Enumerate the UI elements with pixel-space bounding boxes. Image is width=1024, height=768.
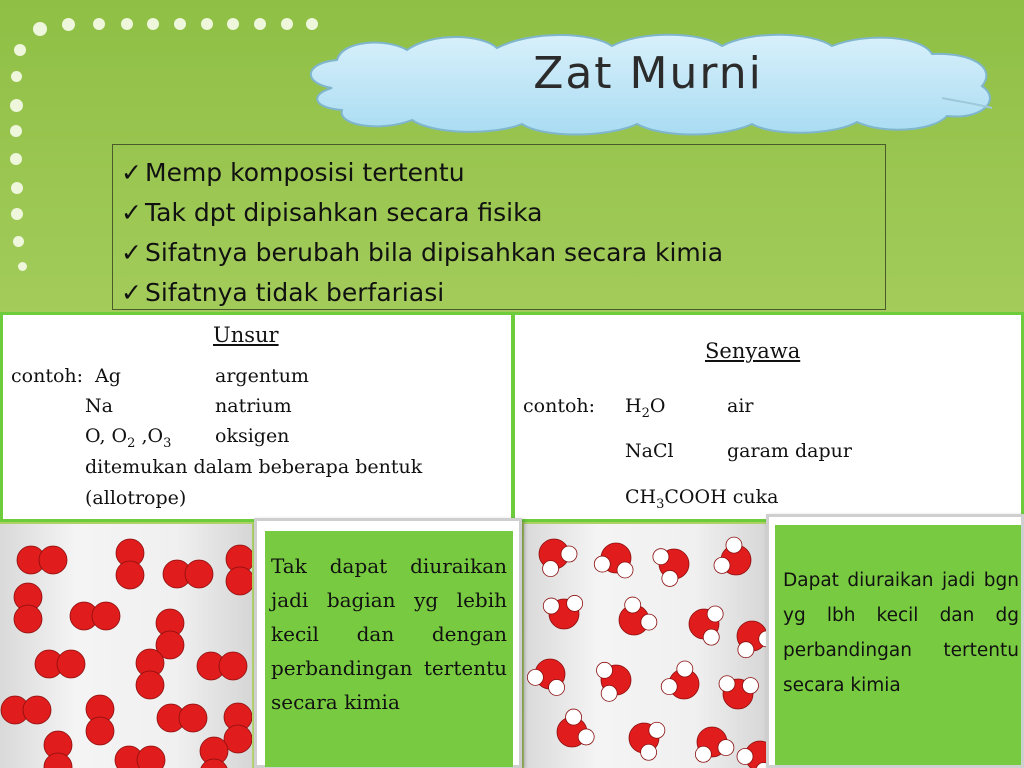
oxygen-atom [116, 561, 144, 589]
hydrogen-atom [543, 561, 559, 577]
property-item: ✓ Tak dpt dipisahkan secara fisika [121, 193, 885, 233]
hydrogen-atom [707, 606, 723, 622]
oxygen-atom [185, 560, 213, 588]
properties-box [112, 144, 886, 310]
oxygen-atom [179, 704, 207, 732]
checkmark-icon: ✓ [121, 198, 142, 227]
unsur-note-line1: ditemukan dalam beberapa bentuk [85, 456, 423, 478]
element-molecules-image [0, 524, 252, 768]
hydrogen-atom [695, 746, 711, 762]
senyawa-formula-h2o: $H_2O$ [625, 395, 666, 421]
unsur-symbol-oxygen: O, $O_2$ $,O_3$ [85, 425, 172, 451]
oxygen-atom [14, 605, 42, 633]
hydrogen-atom [677, 661, 693, 677]
hydrogen-atom [641, 614, 657, 630]
hydrogen-atom [567, 595, 583, 611]
senyawa-description-text: Dapat diuraikan jadi bgn yg lbh kecil dan dg perbandingan tertentu secara kimia [775, 525, 1021, 765]
hydrogen-atom [597, 662, 613, 678]
hydrogen-atom [594, 556, 610, 572]
senyawa-panel [512, 312, 1024, 522]
senyawa-name-garam: garam dapur [727, 440, 852, 462]
hydrogen-atom [527, 669, 543, 685]
senyawa-heading: Senyawa [705, 339, 801, 363]
oxygen-atom [57, 650, 85, 678]
hydrogen-atom [737, 748, 753, 764]
unsur-description-text: Tak dapat diuraikan jadi bagian yg lebih kecil dan dengan perbandingan tertentu secara kimia [265, 531, 513, 767]
oxygen-atom [226, 567, 252, 595]
unsur-description-card [254, 518, 522, 768]
hydrogen-atom [714, 557, 730, 573]
senyawa-description-card [766, 514, 1024, 768]
diatomic-molecules-illustration [0, 524, 252, 768]
checkmark-icon: ✓ [121, 238, 142, 267]
unsur-heading: Unsur [213, 323, 279, 347]
hydrogen-atom [742, 678, 758, 694]
hydrogen-atom [578, 729, 594, 745]
hydrogen-atom [703, 629, 719, 645]
unsur-contoh-label: contoh: [11, 365, 84, 387]
oxygen-atom [39, 546, 67, 574]
hydrogen-atom [653, 549, 669, 565]
hydrogen-atom [662, 570, 678, 586]
hydrogen-atom [617, 562, 633, 578]
oxygen-atom [137, 746, 165, 768]
senyawa-formula-nacl: NaCl [625, 440, 674, 462]
hydrogen-atom [649, 722, 665, 738]
property-item: ✓ Sifatnya tidak berfariasi [121, 273, 885, 313]
property-item: ✓ Memp komposisi tertentu [121, 153, 885, 193]
unsur-note-line2: (allotrope) [85, 487, 187, 509]
compound-molecules-image [524, 524, 768, 768]
unsur-name-oksigen: oksigen [215, 425, 290, 447]
unsur-symbol-ag: Ag [95, 365, 121, 387]
senyawa-name-air: air [727, 395, 754, 417]
oxygen-atom [92, 602, 120, 630]
hydrogen-atom [726, 537, 742, 553]
hydrogen-atom [625, 597, 641, 613]
hydrogen-atom [738, 642, 754, 658]
hydrogen-atom [543, 598, 559, 614]
oxygen-atom [219, 652, 247, 680]
hydrogen-atom [718, 740, 734, 756]
unsur-name-argentum: argentum [215, 365, 309, 387]
oxygen-atom [86, 717, 114, 745]
oxygen-atom [23, 696, 51, 724]
hydrogen-atom [641, 744, 657, 760]
senyawa-formula-acetic: $CH_3COOH$ cuka [625, 486, 779, 512]
hydrogen-atom [549, 679, 565, 695]
unsur-symbol-na: Na [85, 395, 113, 417]
page-title: Zat Murni [533, 48, 763, 99]
senyawa-contoh-label: contoh: [523, 395, 596, 417]
hydrogen-atom [561, 546, 577, 562]
hydrogen-atom [719, 676, 735, 692]
unsur-name-natrium: natrium [215, 395, 292, 417]
checkmark-icon: ✓ [121, 158, 142, 187]
checkmark-icon: ✓ [121, 278, 142, 307]
water-molecules-illustration [524, 524, 768, 768]
oxygen-atom [136, 671, 164, 699]
hydrogen-atom [566, 709, 582, 725]
unsur-panel [0, 312, 514, 522]
hydrogen-atom [661, 679, 677, 695]
hydrogen-atom [601, 685, 617, 701]
property-item: ✓ Sifatnya berubah bila dipisahkan secara kimia [121, 233, 885, 273]
